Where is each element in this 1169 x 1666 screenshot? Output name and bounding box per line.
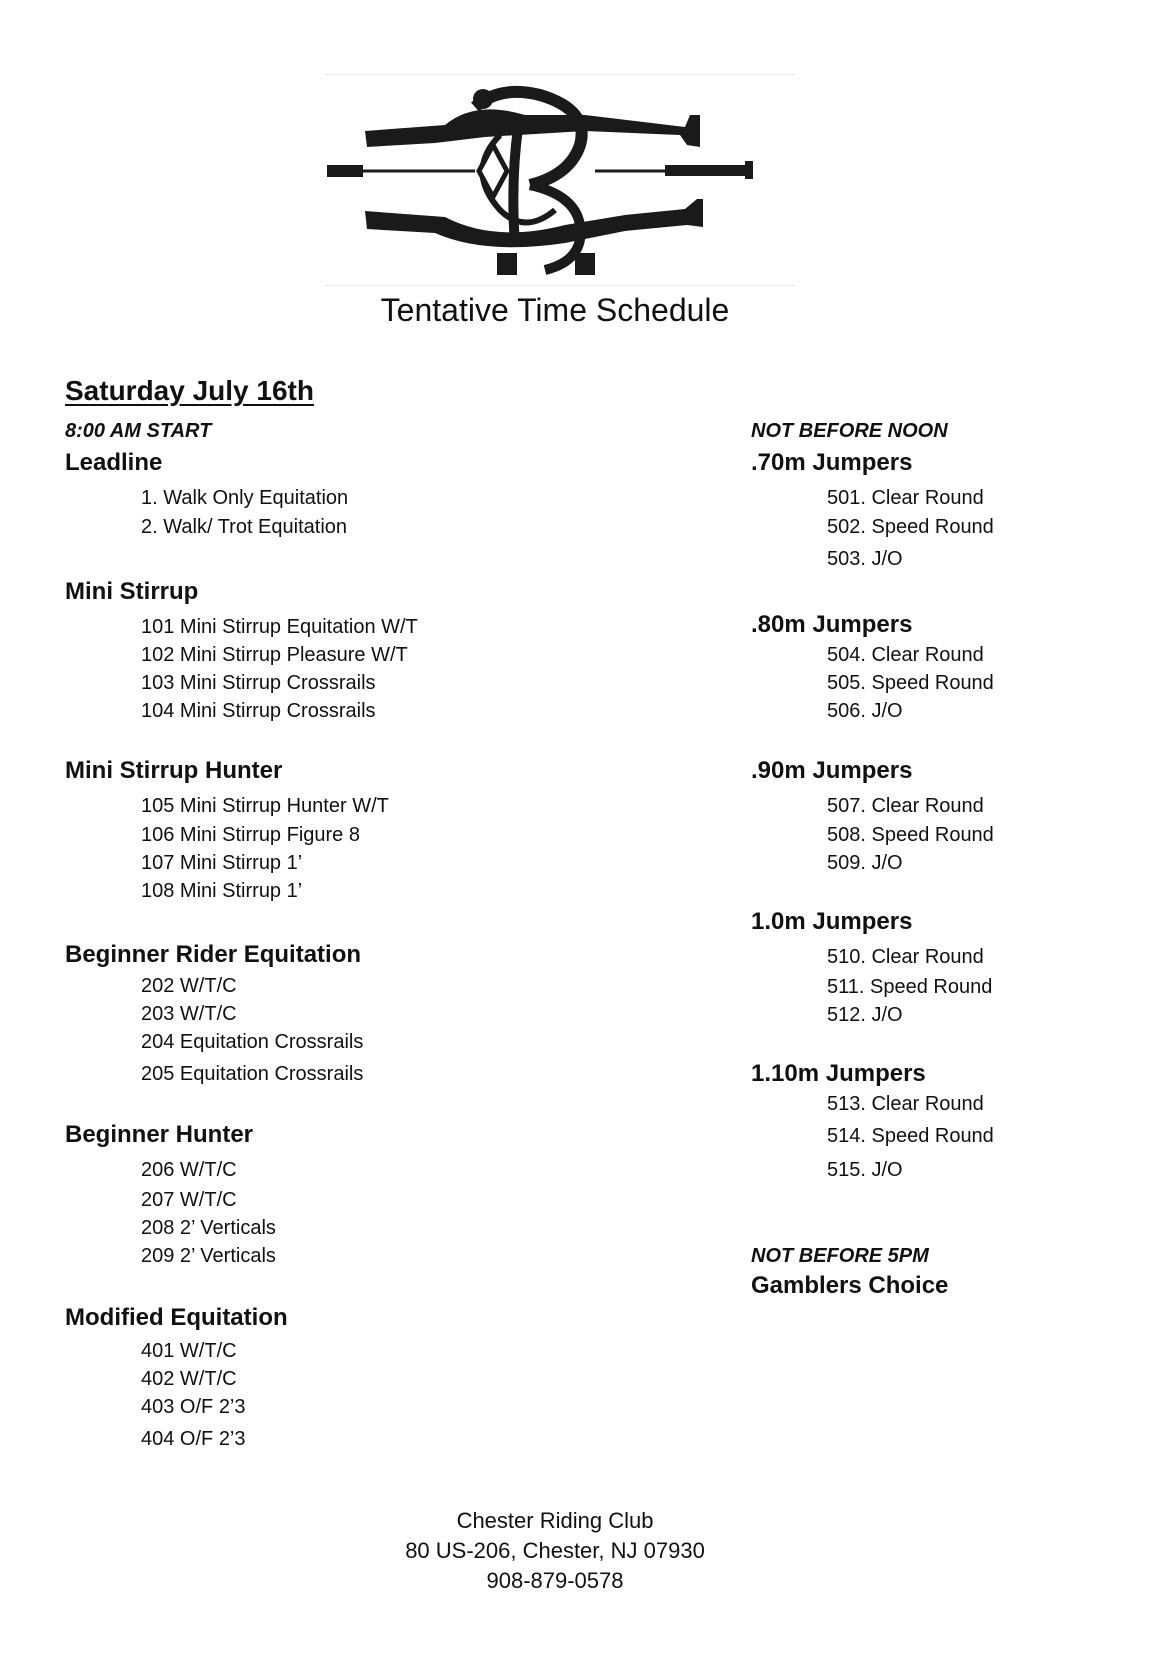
not-before-5pm-note: NOT BEFORE 5PM xyxy=(751,1245,929,1267)
logo-bottom-rule xyxy=(325,285,795,286)
section-heading-mini-stirrup: Mini Stirrup xyxy=(65,578,199,605)
class-item: 502. Speed Round xyxy=(827,516,994,538)
section-heading-80m-jumpers: .80m Jumpers xyxy=(751,611,913,638)
class-item: 501. Clear Round xyxy=(827,487,984,509)
section-heading-1-0m-jumpers: 1.0m Jumpers xyxy=(751,908,913,935)
class-item: 503. J/O xyxy=(827,548,903,570)
section-heading-modified-equitation: Modified Equitation xyxy=(65,1304,288,1331)
class-item: 511. Speed Round xyxy=(827,976,993,998)
class-item: 507. Clear Round xyxy=(827,795,984,817)
class-item: 107 Mini Stirrup 1’ xyxy=(141,852,303,874)
class-item: 101 Mini Stirrup Equitation W/T xyxy=(141,616,418,638)
page-title: Tentative Time Schedule xyxy=(380,292,730,328)
section-heading-90m-jumpers: .90m Jumpers xyxy=(751,757,913,784)
class-item: 506. J/O xyxy=(827,700,903,722)
section-heading-gamblers-choice: Gamblers Choice xyxy=(751,1272,949,1299)
class-item: 106 Mini Stirrup Figure 8 xyxy=(141,824,360,846)
class-item: 208 2’ Verticals xyxy=(141,1217,276,1239)
class-item: 209 2’ Verticals xyxy=(141,1245,276,1267)
club-name: Chester Riding Club xyxy=(456,1508,654,1533)
section-heading-70m-jumpers: .70m Jumpers xyxy=(751,449,913,476)
schedule-day: Saturday July 16th xyxy=(65,375,314,406)
class-item: 103 Mini Stirrup Crossrails xyxy=(141,672,376,694)
class-item: 509. J/O xyxy=(827,852,903,874)
class-item: 513. Clear Round xyxy=(827,1093,984,1115)
club-logo xyxy=(325,75,795,285)
section-heading-beginner-hunter: Beginner Hunter xyxy=(65,1121,254,1148)
club-address: 80 US-206, Chester, NJ 07930 xyxy=(405,1538,705,1563)
class-item: 1. Walk Only Equitation xyxy=(141,487,349,509)
section-heading-leadline: Leadline xyxy=(65,449,163,476)
class-item: 514. Speed Round xyxy=(827,1125,994,1147)
class-item: 102 Mini Stirrup Pleasure W/T xyxy=(141,644,408,666)
class-item: 401 W/T/C xyxy=(141,1340,237,1362)
class-item: 203 W/T/C xyxy=(141,1003,237,1025)
class-item: 510. Clear Round xyxy=(827,946,984,968)
class-item: 108 Mini Stirrup 1’ xyxy=(141,880,303,902)
class-item: 207 W/T/C xyxy=(141,1189,237,1211)
class-item: 505. Speed Round xyxy=(827,672,994,694)
class-item: 403 O/F 2’3 xyxy=(141,1396,246,1418)
class-item: 402 W/T/C xyxy=(141,1368,237,1390)
class-item: 404 O/F 2’3 xyxy=(141,1428,246,1450)
club-phone: 908-879-0578 xyxy=(486,1568,624,1593)
class-item: 105 Mini Stirrup Hunter W/T xyxy=(141,795,389,817)
class-item: 512. J/O xyxy=(827,1004,903,1026)
not-before-noon-note: NOT BEFORE NOON xyxy=(751,420,948,442)
class-item: 515. J/O xyxy=(827,1159,903,1181)
class-item: 504. Clear Round xyxy=(827,644,984,666)
class-item: 206 W/T/C xyxy=(141,1159,237,1181)
class-item: 104 Mini Stirrup Crossrails xyxy=(141,700,376,722)
class-item: 205 Equitation Crossrails xyxy=(141,1063,364,1085)
section-heading-mini-stirrup-hunter: Mini Stirrup Hunter xyxy=(65,757,283,784)
class-item: 508. Speed Round xyxy=(827,824,994,846)
class-item: 204 Equitation Crossrails xyxy=(141,1031,364,1053)
section-heading-1-10m-jumpers: 1.10m Jumpers xyxy=(751,1060,926,1087)
class-item: 202 W/T/C xyxy=(141,975,237,997)
class-item: 2. Walk/ Trot Equitation xyxy=(141,516,348,538)
section-heading-beginner-rider-equitation: Beginner Rider Equitation xyxy=(65,941,362,968)
start-time-note: 8:00 AM START xyxy=(65,420,212,442)
